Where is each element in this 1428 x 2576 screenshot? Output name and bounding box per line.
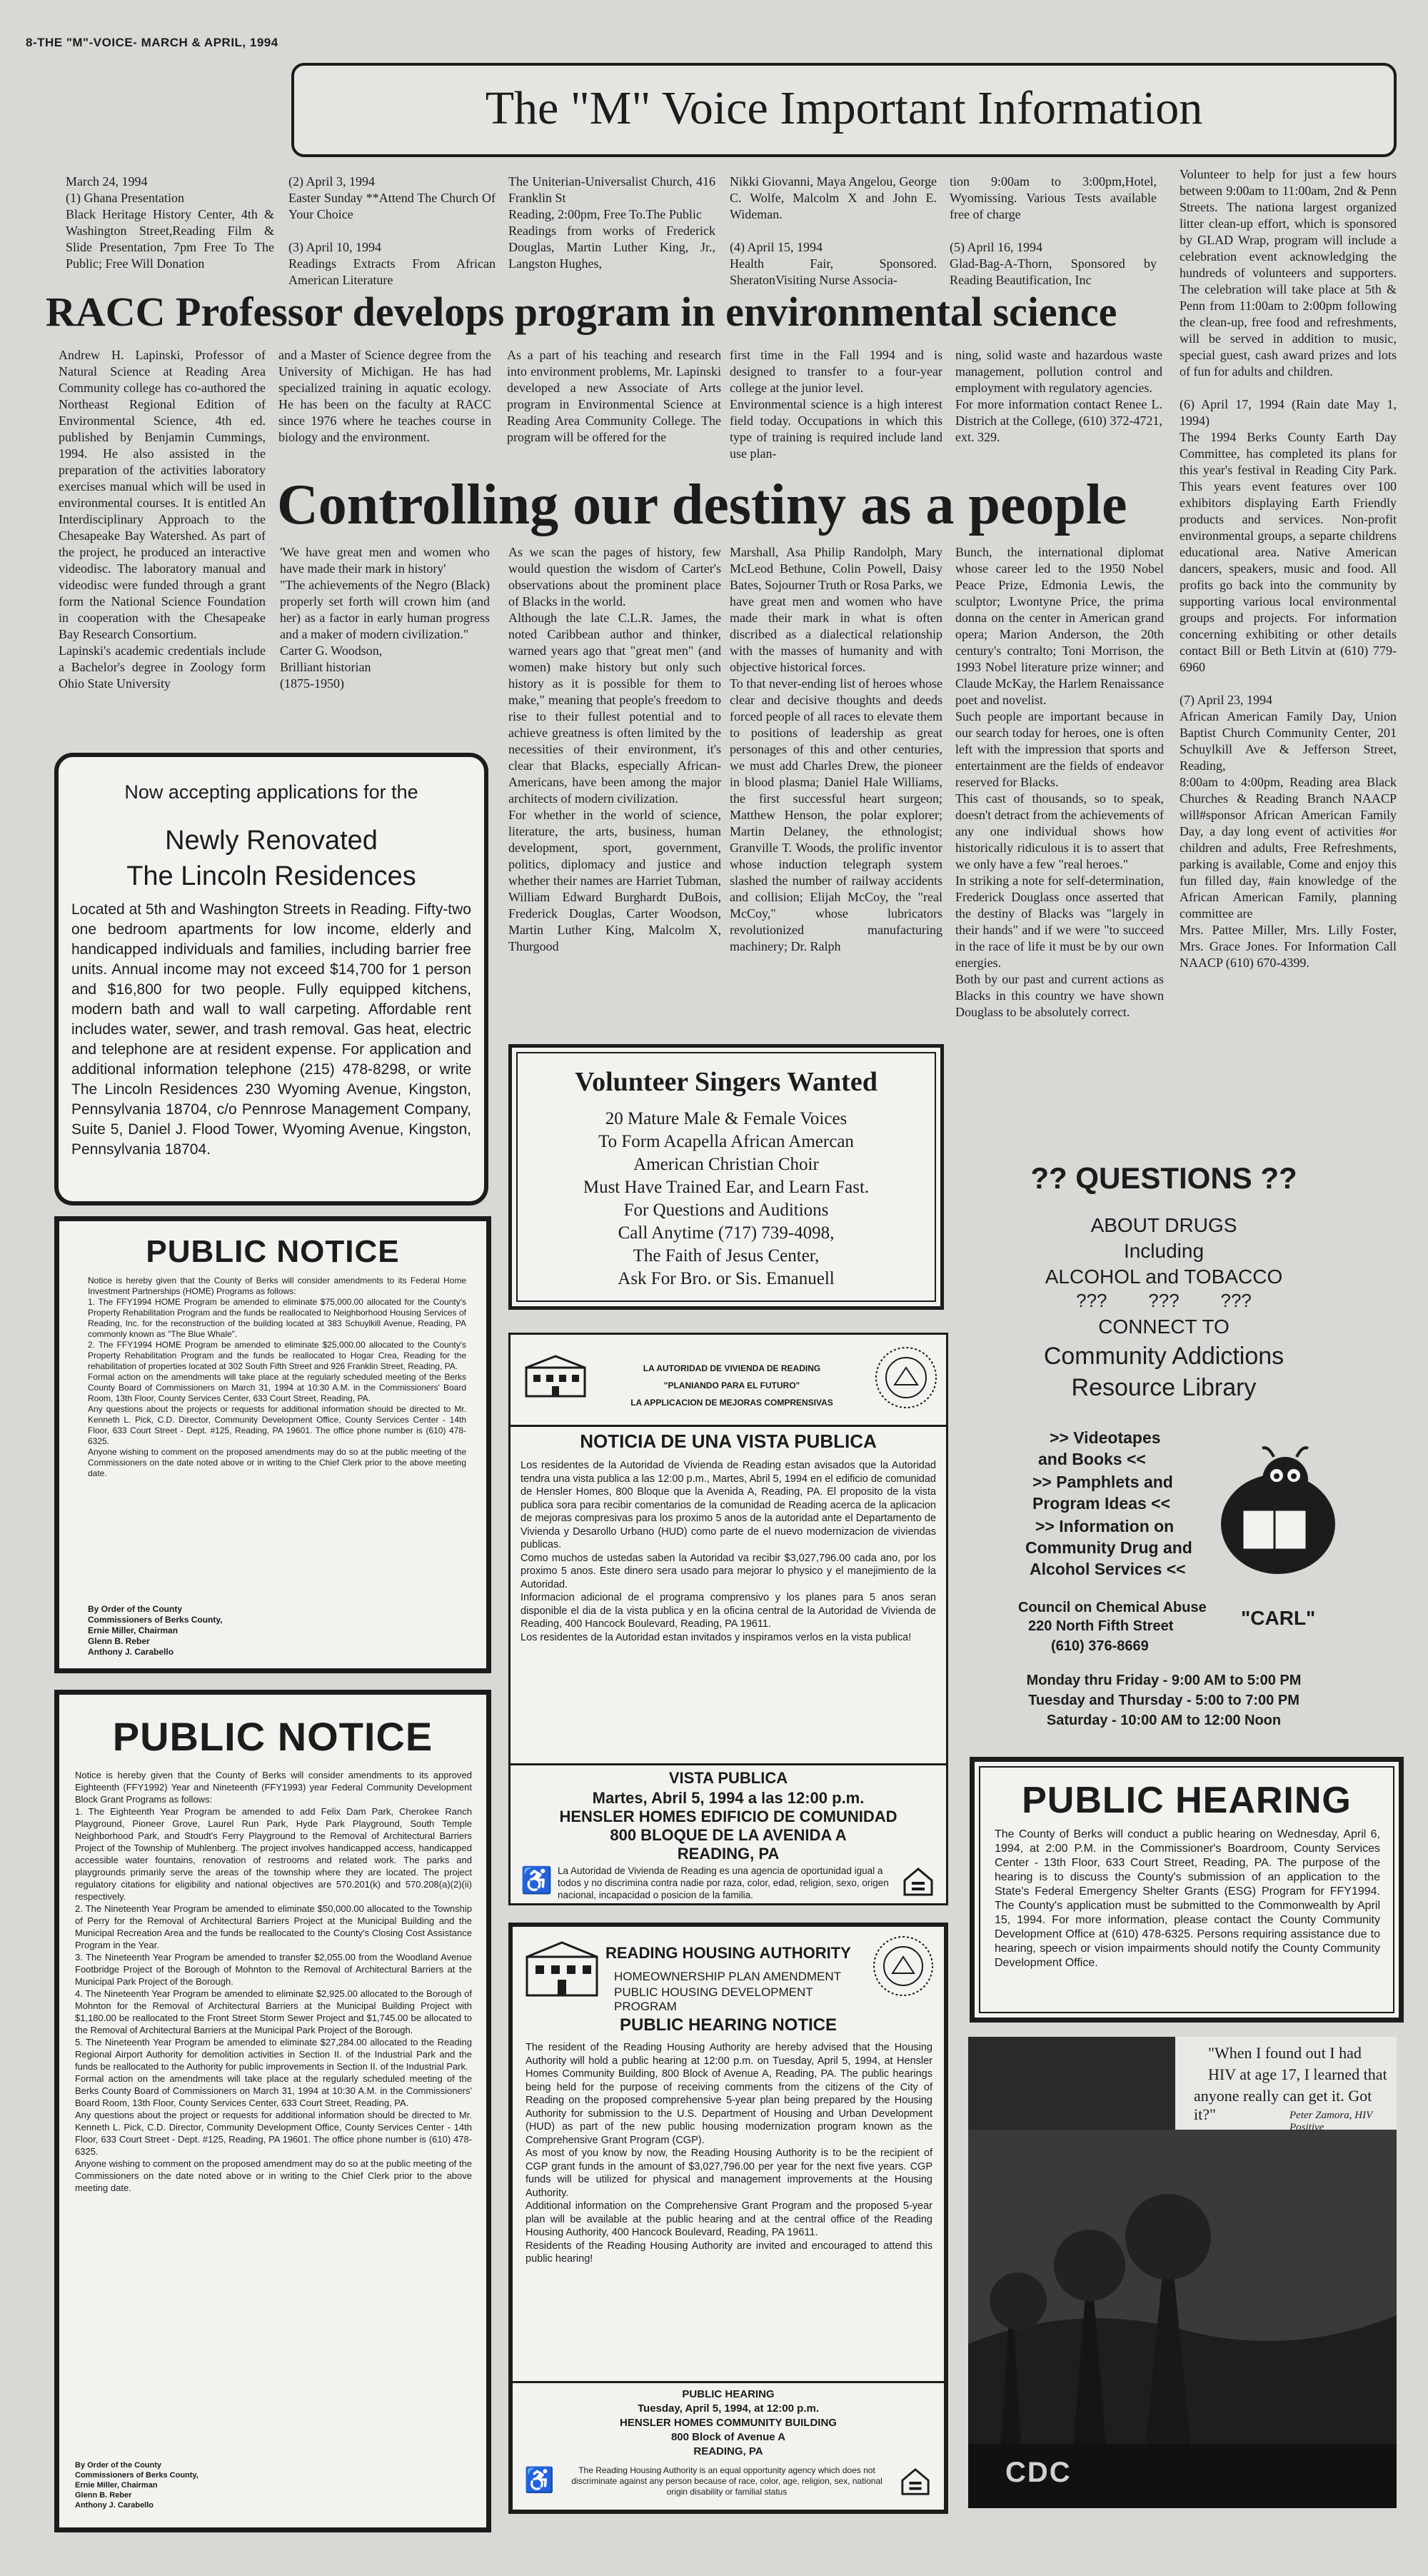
vista-equal-opportunity: La Autoridad de Vivienda de Reading es una agencia de oportunidad igual a todos y no discrimina contra nadie por raza, color, edad, religion, sexo, origen nacional, incapacidad o posicion de la familia. <box>558 1865 889 1900</box>
singers-title: Volunteer Singers Wanted <box>575 1067 878 1097</box>
events-col-3: The Uniterian-Universalist Church, 416 Franklin St Reading, 2:00pm, Free To.The Public Readings from works of Frederick Douglas, Martin Luther King, Jr., Langston Hughes, <box>508 174 715 271</box>
cdc-logo: CDC <box>1005 2457 1072 2488</box>
public-notice-2 <box>54 1690 491 2532</box>
lincoln-title-1: Newly Renovated <box>165 826 378 856</box>
drugs-l1: ?? QUESTIONS ?? <box>1030 1161 1297 1195</box>
rha-notice-title: PUBLIC HEARING NOTICE <box>619 2015 837 2035</box>
lincoln-kicker: Now accepting applications for the <box>124 781 418 803</box>
singers-line: The Faith of Jesus Center, <box>633 1246 820 1266</box>
vista-when: Martes, Abril 5, 1994 a las 12:00 p.m. <box>592 1789 865 1807</box>
drugs-l3: Including <box>1123 1240 1205 1262</box>
hiv-photo <box>968 2130 1397 2508</box>
public-notice-1-signature: By Order of the County Commissioners of Berks County, Ernie Miller, Chairman Glenn B. Reber Anthony J. Carabello <box>88 1604 223 1657</box>
events-col-4: Nikki Giovanni, Maya Angelou, George C. Wolfe, Malcolm X and John E. Wideman. (4) April 15, 1994 Health Fair, Sponsored. SheratonVisiting Nurse Associa- <box>730 174 937 287</box>
vista-body: Los residentes de la Autoridad de Vivienda de Reading estan avisados que la Autoridad tendra una vista publica a las 12:00 p.m., Martes, Abril 5, 1994 en el edificio de comunidad de Hensler Homes, 800 Bloque que la Avenida A, Reading, PA. El proposito de la vista publica sora para recibir comentarios de la comunidad de Reading acerca de la aplicacion de mejoras compresivas para los proximo 5 anos de la autoridad ante el Departamento de Vivienda y Desarollo Urbano (HUD) como parte de el nuevo modernizacion de viviendas publicas. Como muchos de ustedas saben la Autoridad va recibir $3,027,796.00 cada ano, por los proximo 5 anos. Este dinero sera usado para mejorar lo physico y el manejimiento de la Autoridad. Informacion adicional de el programa comprensivo y los planes para 5 anos seran disponible el dia de la vista publica y en la oficina central de la Autoridad de Vivienda de Reading, 400 Hancock Boulevard, Reading, PA 19611. Los residentes de la Autoridad estan invitados y inspiramos verlos en la vista publica! <box>521 1460 936 1643</box>
racc-col-4: first time in the Fall 1994 and is designed to transfer to a four-year college at the junior level. Environmental science is a high interest field today. Occupations in which this type of training is required include land use plan- <box>730 348 942 461</box>
vista-agency-3: LA APPLICACION DE MEJORAS COMPRENSIVAS <box>630 1398 833 1408</box>
drugs-carl: "CARL" <box>1241 1607 1316 1629</box>
destiny-col-4: Bunch, the international diplomat whose career led to the 1950 Nobel Peace Prize, Edmonia Lewis, the sculptor; Lwontyne Price, the prima donna on the center in American grand opera; Marion Anderson, the 20th century's contralto; Toni Morrison, the 1993 Nobel literature prize winner; and Claude McKay, the Harlem Renaissance poet and novelist. Such people are important because in our search today for heroes, one is often left with the impression that sports and entertainment are the fields of endeavor reserved for Blacks. This cast of thousands, so to speak, doesn't detract from the achievements of any one individual shows how historically ridiculous it is to assert that we only have a few "real heroes." In striking a note for self-determination, Frederick Douglass once asserted that the destiny of Blacks was "largely in their hands" and if we were "to succeed in the race of life it must be by our own energies. Both by our past and current actions as Blacks in this country we have shown Douglass to be absolutely correct. <box>955 545 1164 1019</box>
public-notice-1-title: PUBLIC NOTICE <box>146 1234 400 1269</box>
events-col-5: tion 9:00am to 3:00pm,Hotel, Wyomissing. Various Tests available free of charge (5) April 16, 1994 Glad-Bag-A-Thorn, Sponsored by Reading Beautification, Inc <box>950 174 1157 287</box>
singers-line: Must Have Trained Ear, and Learn Fast. <box>583 1178 870 1197</box>
vista-agency-1: LA AUTORIDAD DE VIVIENDA DE READING <box>643 1363 821 1373</box>
drugs-org3: (610) 376-8669 <box>1051 1638 1149 1654</box>
drugs-bul7: Alcohol Services << <box>1030 1560 1186 1578</box>
singers-line: 20 Mature Male & Female Voices <box>605 1109 848 1128</box>
rha-sub-1: HOMEOWNERSHIP PLAN AMENDMENT <box>614 1970 842 1983</box>
page-folio: 8-THE "M"-VOICE- MARCH & APRIL, 1994 <box>26 36 278 49</box>
singers-line: Ask For Bro. or Sis. Emanuell <box>618 1269 835 1288</box>
drugs-bul5: >> Information on <box>1035 1517 1175 1535</box>
public-notice-2-body: Notice is hereby given that the County of Berks will consider amendments to its approved Eighteenth (FFY1992) Year and Nineteenth (FFY1993) year Federal Community Development Block Grant Programs as follows: 1. The Eighteenth Year Program be amended to add Felix Dam Park, Cherokee Ranch Playground, Pioneer Grove, Laurel Run Park, Hyde Park Playground, South Temple Neighborhood Park, and Stoudt's Ferry Playground to the Removal of Architectural Barriers Project of the Township of Muhlenberg. The project involves handicapped access, handicapped accessible water fountains, renovation of restrooms and related work. The parks and playgrounds primarily serve the areas of the township where they are located. The project regulatory citations for eligibility and national objectives are 570.201(k) and 570.208(a)(2)(ii) respectively. 2. The Nineteenth Year Program be amended to eliminate $50,000.00 allocated to the Township of Perry for the Removal of Architectural Barriers Project at the Municipal Building and the Municipal Recreation Area and the funds be reallocated to the County's Closing Cost Assistance Program in the Year. 3. The Nineteenth Year Program be amended to transfer $2,055.00 from the Woodland Avenue Footbridge Project of the Borough of Mohnton to the Removal of Architectural Barriers at the Municipal Park Project of the Borough. 4. The Nineteenth Year Program be amended to eliminate $2,925.00 allocated to the Borough of Mohnton for the Removal of Architectural Barriers at the Municipal Building Project with $1,180.00 be reallocated to the Front Street Storm Sewer Project and $1,745.00 be allocated to the Removal of Architectural Barriers at the Municipal Park Project of the Borough. 5. The Nineteenth Year Program be amended to eliminate $27,284.00 allocated to the Reading Regional Airport Authority for demolition activities in Section II. of the Industrial Park and the funds be reallocated to the Authority for public improvements in Section II. of the Industrial Park. Formal action on the amendments will take place at the regularly scheduled meeting of the Berks County Board of Commissioners on March 31, 1994 at 10:30 A.M. in the Commissioners' Board Room, 13th Floor, County Services Center, 633 Court Street, Reading, PA. Any questions about the project or requests for additional information should be directed to Mr. Kenneth L. Pick, C.D. Director, Community Development Office, County Services Center - 14th Floor, 633 Court Street - Dept. #125, Reading, PA 19601. The office phone number is (610) 478-6325. Anyone wishing to comment on the proposed amendment may do so at the public meeting of the Commissioners on the date noted above or in writing to the Chief Clerk prior to the above meeting date. <box>75 1770 472 2193</box>
drugs-bul3: >> Pamphlets and <box>1032 1473 1173 1491</box>
drugs-bul1: >> Videotapes <box>1050 1428 1161 1447</box>
singers-ad <box>508 1044 944 1310</box>
drugs-l5: ??? ??? ??? <box>1076 1290 1252 1311</box>
vista-sub: VISTA PUBLICA <box>668 1769 788 1787</box>
seal-icon <box>873 1345 939 1414</box>
drugs-l8: Resource Library <box>1071 1374 1257 1401</box>
drugs-bul6: Community Drug and <box>1025 1538 1192 1557</box>
rha-foot-2: Tuesday, April 5, 1994, at 12:00 p.m. <box>638 2402 819 2415</box>
drugs-hours-2: Tuesday and Thursday - 5:00 to 7:00 PM <box>1028 1693 1299 1708</box>
building-icon <box>523 1353 588 1403</box>
destiny-col-2: As we scan the pages of history, few would question the wisdom of Carter's observations about the prominent place of Blacks in the world. Although the late C.L.R. James, the noted Caribbean author and thinker, warned years ago that "great men" (and women) make history but only such history as it is possible for them to make," meaning that people's freedom to rise to their fullest potential and to achieve greatness is often limited by the necessities of their environment, it's clear that Blacks, especially African-Americans, have been among the major architects of modern civilization. For whether in the world of science, literature, the arts, business, human development, sport, government, politics, diplomacy and justice and whether their names are Harriet Tubman, William Edward Burghardt DuBois, Frederick Douglas, Carter Woodson, Martin Luther King, Malcolm X, Thurgood <box>508 545 721 953</box>
rha-building-icon <box>523 1938 601 2002</box>
vista-where-3: READING, PA <box>677 1845 780 1863</box>
events-col-2: (2) April 3, 1994 Easter Sunday **Attend The Church Of Your Choice (3) April 10, 1994 Readings Extracts From African American Literature <box>288 174 496 287</box>
vista-title: NOTICIA DE UNA VISTA PUBLICA <box>580 1430 877 1452</box>
public-notice-2-title: PUBLIC NOTICE <box>112 1714 433 1759</box>
wheelchair-icon: ♿ <box>521 1866 553 1895</box>
rha-foot-1: PUBLIC HEARING <box>682 2388 775 2400</box>
vista-agency-2: "PLANIANDO PARA EL FUTURO" <box>663 1380 800 1390</box>
public-notice-1-body: Notice is hereby given that the County of Berks will consider amendments to its Federal Home Investment Partnerships (HOME) Programs as follows: 1. The FFY1994 HOME Program be amended to eliminate $75,000.00 allocated for the County's Property Rehabilitation Program and the funds be reallocated to Neighborhood Housing Services of Reading, Inc. for the reconstruction of the building located at 383 Schuylkill Avenue, Reading, PA commonly known as "The Blue Whale". 2. The FFY1994 HOME Program be amended to eliminate $25,000.00 allocated to the County's Property Rehabilitation Program and the funds be reallocated to Hogar Crea, Reading for the rehabilitation of properties located at 302 South Fifth Street and 926 Franklin Street, Reading, PA. Formal action on the amendments will take place at the regularly scheduled meeting of the Berks County Board of Commissioners on March 31, 1994 at 10:30 A.M. in the Commissioners' Board Room, 13th Floor, County Services Center, 633 Court Street, Reading, PA. Any questions about the projects or requests for additional information should be directed to Mr. Kenneth L. Pick, C.D. Director, Community Development Office, County Services Center - 14th Floor, 633 Court Street - Dept. #125, Reading, PA 19601. The office phone number is (610) 478-6325. Anyone wishing to comment on the proposed amendments may do so at the public meeting of the Commissioners on the date noted above or in writing to the Chief Clerk prior to the above meeting date. <box>88 1276 466 1478</box>
hiv-ad <box>968 2037 1397 2508</box>
drugs-l7: Community Addictions <box>1043 1343 1284 1370</box>
rha-divider <box>513 2381 944 2383</box>
public-notice-1 <box>54 1216 491 1673</box>
rha-notice <box>508 1923 948 2514</box>
racc-col-3: As a part of his teaching and research into environment problems, Mr. Lapinski developed a new Associate of Arts program in Environmental Science at Reading Area Community College. The program will be offered for the <box>507 348 721 444</box>
hiv-quote-1: "When I found out I had <box>1208 2044 1362 2062</box>
hiv-left-dark <box>968 2037 1175 2130</box>
racc-col-2: and a Master of Science degree from the University of Michigan. He has had specialized training in aquatic ecology. He has been on the faculty at RACC since 1976 where he teaches course in biology and the environment. <box>278 348 491 444</box>
singers-line: Call Anytime (717) 739-4098, <box>618 1223 835 1243</box>
hiv-quote-3: anyone really can get it. Got it?" <box>1194 2087 1372 2123</box>
drugs-hours-1: Monday thru Friday - 9:00 AM to 5:00 PM <box>1026 1673 1302 1688</box>
vista-publica <box>508 1333 948 1905</box>
right-events-column: Volunteer to help for just a few hours between 9:00am to 11:00am, 2nd & Penn Streets. The nationa largest organized litter clean-up effort, which is sponsored by GLAD Wrap, program will include a celebration event acknowledging the hundreds of volunteers and supporters. The celebration will take place at 5th & Penn from 11:00am to 2:00pm following the clean-up, free food and refreshments, will be served in addition to music, special guest, cash award prizes and lots of fun for adults and children. (6) April 17, 1994 (Rain date May 1, 1994) The 1994 Berks County Earth Day Committee, has completed its plans for this year's festival in Reading City Park. This years event features over 100 exhibitors displaying Earth Friendly products and services. Non-profit environmental groups, a separte childrens educational area. Native American dancers, speakers, music and food. All profits go back into the community by supporting various local environmental groups and projects. For information concerning exhibiting or other details contact Bill or Beth Litvin at (610) 779-6960 (7) April 23, 1994 African American Family Day, Union Baptist Church Community Center, 201 Schuylkill Ave & Jefferson Street, Reading, 8:00am to 4:00pm, Reading area Black Churches & Reading Branch NAACP will#sponsor African American Family Day, a day long event of activities #or children and adults, Free Refreshments, parking is available, Come and enjoy this fun filled day, #ain knowledge of the African American Family, planning committee are Mrs. Pattee Miller, Mrs. Lilly Foster, Mrs. Grace Jones. For Information Call NAACP (610) 670-4399. <box>1180 167 1397 970</box>
rha-equal-opportunity: The Reading Housing Authority is an equal opportunity agency which does not discriminate against any person because of race, color, age, religion, sex, national origin disability or familial status <box>571 2465 883 2497</box>
events-col-1: March 24, 1994 (1) Ghana Presentation Black Heritage History Center, 4th & Washington Street,Reading Film & Slide Presentation, 7pm Free To The Public; Free Will Donation <box>66 174 274 271</box>
rha-seal-icon <box>871 1934 935 2002</box>
drugs-bul2: and Books << <box>1038 1450 1146 1468</box>
public-hearing <box>970 1757 1404 2023</box>
rha-foot-3: HENSLER HOMES COMMUNITY BUILDING <box>620 2417 837 2429</box>
drugs-l4: ALCOHOL and TOBACCO <box>1045 1266 1283 1288</box>
banner-title: The "M" Voice Important Information <box>485 82 1203 134</box>
rha-title: READING HOUSING AUTHORITY <box>605 1944 851 1962</box>
destiny-headline: Controlling our destiny as a people <box>277 473 1127 536</box>
rha-equal-housing-icon <box>900 2467 931 2500</box>
public-notice-2-signature: By Order of the County Commissioners of Berks County, Ernie Miller, Chairman Glenn B. Reber Anthony J. Carabello <box>75 2461 198 2510</box>
lincoln-ad <box>54 753 488 1206</box>
drugs-l6: CONNECT TO <box>1098 1315 1230 1338</box>
drugs-bul4: Program Ideas << <box>1032 1494 1171 1513</box>
racc-col-1: Andrew H. Lapinski, Professor of Natural Science at Reading Area Community college has co-authored the Northeast Regional Edition of Environmental Science, 4th ed. published by Benjamin Cummings, 1994. He also assisted in the preparation of the activities laboratory exercises manual which will be used in environmental courses. It is entitled An Interdisciplinary Approach to the Chesapeake Bay Watershed. As part of the project, he produced an interactive videodisc. The laboratory manual and videodisc were funded through a grant form the National Science Foundation in cooperation with the Chesapeake Bay Research Consortium. Lapinski's academic credentials include a Bachelor's degree in Zoology form Ohio State University <box>59 348 266 691</box>
public-hearing-body: The County of Berks will conduct a public hearing on Wednesday, April 6, 1994, at 2:00 P.M. in the Commissioner's Boardroom, County Services Center - 13th Floor, 633 Court Street, Reading, PA. The purpose of the hearing is to discuss the County's submission of an application to the State's Federal Emergency Shelter Grants (ESG) Program for FFY1994. The County's application must be submitted to the Commonwealth by April 15, 1994. For more information, please contact the County Community Development Office at (610) 478-6325. Persons requiring assistance due to hearing, speech or vision impairments should notify the County Community Development Office. <box>995 1828 1380 1969</box>
lincoln-body: Located at 5th and Washington Streets in Reading. Fifty-two one bedroom apartments for low income, elderly and handicapped individuals and families, including barrier free units. Annual income may not exceed $14,700 for 1 person and $16,800 for two people. Fully equipped kitchens, modern bath and wall to wall carpeting. Affordable rent includes water, sewer, and trash removal. Gas heat, electric and telephone are at resident expense. For application and additional information telephone (215) 478-8298, or write The Lincoln Residences 230 Wyoming Avenue, Kingston, Pennsylvania 18704, c/o Pennrose Management Company, Suite 5, Daniel J. Flood Tower, Wyoming Avenue, Kingston, Pennsylvania 18704. <box>71 901 471 1158</box>
racc-col-5: ning, solid waste and hazardous waste management, pollution control and employment with regulatory agencies. For more information contact Renee L. Districh at the College, (610) 372-4721, ext. 329. <box>955 348 1162 444</box>
singers-lines <box>512 1108 940 1290</box>
drugs-ad <box>964 1150 1397 1635</box>
vista-where-2: 800 BLOQUE DE LA AVENIDA A <box>610 1826 847 1844</box>
equal-housing-icon <box>902 1866 935 1901</box>
rha-wheelchair-icon: ♿ <box>524 2467 555 2494</box>
singers-line: American Christian Choir <box>633 1155 819 1174</box>
drugs-l2: ABOUT DRUGS <box>1090 1214 1237 1236</box>
drugs-org1: Council on Chemical Abuse <box>1018 1600 1207 1615</box>
hiv-attribution: Peter Zamora, HIV Positive <box>1289 2110 1372 2133</box>
singers-line: For Questions and Auditions <box>623 1201 829 1220</box>
lincoln-title-2: The Lincoln Residences <box>126 861 416 891</box>
hiv-quote-2: HIV at age 17, I learned that <box>1208 2065 1387 2083</box>
rha-foot-5: READING, PA <box>693 2445 763 2457</box>
rha-body: The resident of the Reading Housing Authority are hereby advised that the Housing Authority will hold a public hearing at 12:00 p.m. on Tuesday, April 5, 1994, at Hensler Homes Community Building, 800 Block of Avenue A, Reading, PA. The public hearings being held for the purpose of receiving comments from the citizens of the City of Reading on the proposed comprehensive 5-year plan being prepared by the Housing Authority for submission to the U.S. Department of Housing and Urban Development (HUD) as part of the new public housing modernization program known as the Comprehensive Grant Program (CGP). As most of you know by now, the Reading Housing Authority is to be the recipient of CGP grant funds in the amount of $3,027,796.00 per year for the next five years. CGP funds will be utilized for physical and management improvements at the Housing Authority. Additional information on the Comprehensive Grant Program and the proposed 5-year plan will be available at the public hearing and at the central office of the Reading Housing Authority, 400 Hancock Boulevard, Reading, PA 19611. Residents of the Reading Housing Authority are invited and encouraged to attend this public hearing! <box>526 2042 932 2265</box>
bookworm-icon <box>1200 1445 1342 1585</box>
singers-line: To Form Acapella African Amercan <box>598 1132 854 1151</box>
drugs-org2: 220 North Fifth Street <box>1028 1618 1174 1634</box>
destiny-col-1: 'We have great men and women who have made their mark in history' "The achievements of the Negro (Black) properly set forth will crown him (and her) as a factor in early human progress and a maker of modern civilization." Carter G. Woodson, Brilliant historian (1875-1950) <box>280 545 490 691</box>
rha-sub-2: PUBLIC HOUSING DEVELOPMENT PROGRAM <box>614 1985 813 2013</box>
vista-where-1: HENSLER HOMES EDIFICIO DE COMUNIDAD <box>559 1808 897 1825</box>
destiny-col-3: Marshall, Asa Philip Randolph, Mary McLeod Bethune, Colin Powell, Daisy Bates, Sojourner Truth or Rosa Parks, we have great men and women who have made their mark in what is often discribed as a dialectical relationship with the masses of humanity and with objective historical forces. To that never-ending list of heroes whose clear and decisive thoughts and deeds forced people of all races to elevate them to positions of leadership as great personages of this and other centuries, we must add Charles Drew, the pioneer in blood plasma; Daniel Hale Williams, the first successful heart surgeon; Matthew Henson, the polar explorer; Martin Delaney, the ethnologist; Granville T. Woods, the prolific inventor whose induction telegraph system slashed the number of railway accidents and collision; Elijah McCoy, the "real McCoy," whose lubricators revolutionized manufacturing machinery; Dr. Ralph <box>730 545 942 953</box>
vista-divider <box>511 1763 946 1765</box>
drugs-hours-3: Saturday - 10:00 AM to 12:00 Noon <box>1046 1713 1282 1728</box>
racc-headline: RACC Professor develops program in environmental science <box>46 289 1117 335</box>
public-hearing-title: PUBLIC HEARING <box>1022 1780 1352 1821</box>
rha-foot-4: 800 Block of Avenue A <box>670 2431 786 2443</box>
